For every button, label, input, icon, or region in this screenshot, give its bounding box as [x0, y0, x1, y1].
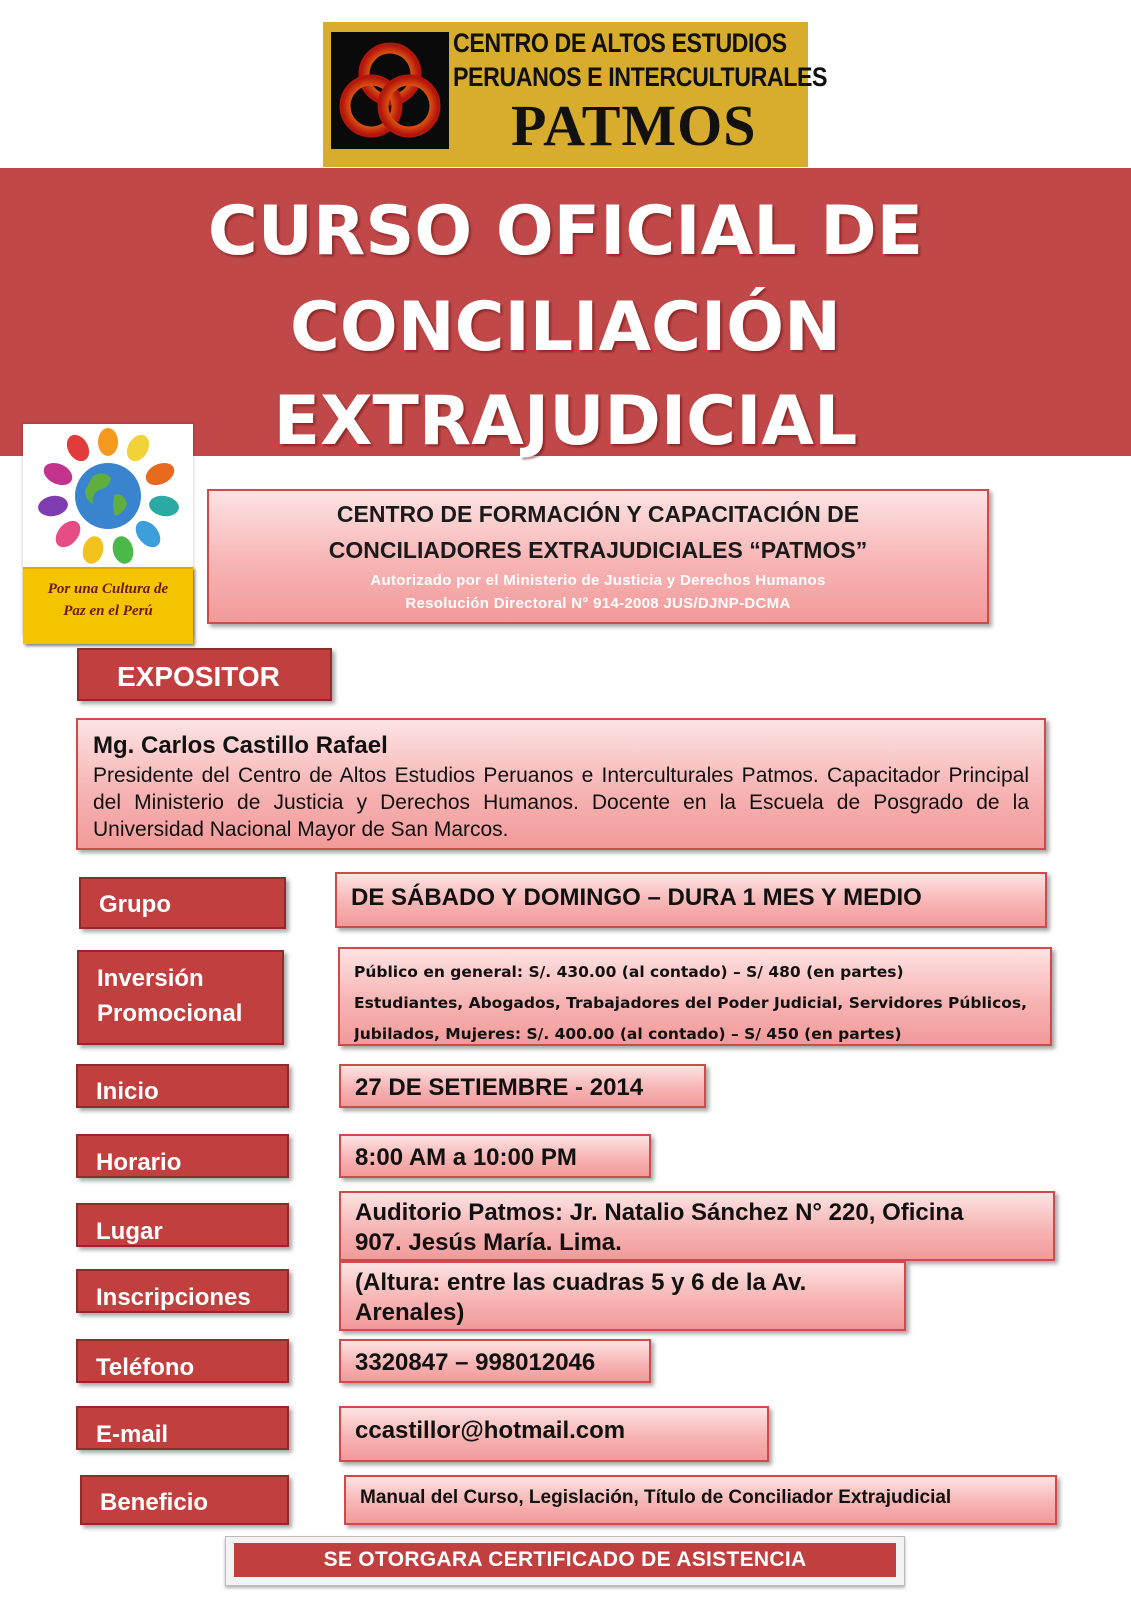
inscripciones-label-text: Inscripciones [96, 1284, 251, 1311]
triquetra-logo-icon [331, 32, 449, 149]
grupo-label-text: Grupo [99, 891, 171, 918]
peace-caption-line1: Por una Cultura de [47, 581, 169, 597]
lugar-value-line2: 907. Jesús María. Lima. [355, 1229, 622, 1256]
logo-text-patmos: PATMOS [511, 93, 757, 158]
inscripciones-label [76, 1269, 289, 1313]
inversion-label-line1: Inversión [97, 965, 204, 992]
peace-culture-logo [23, 424, 193, 636]
horario-value-box [339, 1134, 651, 1178]
title-banner [0, 168, 1131, 461]
banner-title-line2: CONCILIACIÓN [289, 288, 841, 367]
inversion-label [77, 950, 284, 1045]
telefono-value-box [339, 1339, 651, 1383]
grupo-value: DE SÁBADO Y DOMINGO – DURA 1 MES Y MEDIO [351, 884, 922, 911]
inversion-price-general: Público en general: S/. 430.00 (al contado) – S/ 480 (en partes) [354, 963, 904, 981]
telefono-label [76, 1339, 289, 1383]
horario-value: 8:00 AM a 10:00 PM [355, 1144, 577, 1171]
beneficio-value: Manual del Curso, Legislación, Título de Conciliador Extrajudicial [360, 1487, 952, 1508]
email-value-box[interactable] [339, 1406, 769, 1462]
beneficio-label-text: Beneficio [100, 1489, 209, 1516]
inicio-label [76, 1064, 289, 1108]
email-value[interactable]: ccastillor@hotmail.com [355, 1417, 626, 1444]
logo-text-line2: PERUANOS E INTERCULTURALES [453, 62, 828, 92]
inicio-value-box [339, 1064, 706, 1108]
email-label [76, 1406, 289, 1450]
banner-title-line1: CURSO OFICIAL DE [207, 192, 924, 271]
beneficio-value-box [344, 1475, 1057, 1525]
peace-caption-line2: Paz en el Perú [63, 603, 153, 619]
patmos-logo [323, 22, 828, 167]
email-label-text: E-mail [96, 1421, 169, 1448]
certificate-banner [225, 1536, 905, 1586]
banner-title-line3: EXTRAJUDICIAL [273, 382, 858, 461]
inicio-label-text: Inicio [96, 1078, 159, 1105]
training-center-box [207, 489, 989, 624]
telefono-label-text: Teléfono [96, 1354, 195, 1381]
inversion-label-line2: Promocional [97, 1000, 243, 1027]
grupo-value-box [335, 872, 1047, 928]
expositor-label [77, 648, 332, 701]
expositor-description: Presidente del Centro de Altos Estudios Peruanos e Interculturales Patmos. Capacitador Principal del Ministerio de Justicia y Derechos Humanos. Docente en la Escuela de Posgrado de la Universidad Nacional Mayor de San Marcos. [93, 764, 1029, 841]
logo-text-line1: CENTRO DE ALTOS ESTUDIOS [453, 28, 787, 58]
lugar-value-box [339, 1191, 1055, 1261]
beneficio-label [80, 1475, 289, 1525]
expositor-label-text: EXPOSITOR [117, 661, 280, 692]
lugar-label [76, 1203, 289, 1247]
lugar-label-text: Lugar [96, 1218, 163, 1245]
inicio-value: 27 DE SETIEMBRE - 2014 [355, 1074, 644, 1101]
center-resolution-text: Resolución Directoral N° 914-2008 JUS/DJNP-DCMA [405, 595, 791, 612]
inversion-price-discount: Estudiantes, Abogados, Trabajadores del Poder Judicial, Servidores Públicos, Jubilados, Mujeres: S/. 400.00 (al contado) – S/ 450 (en partes) [354, 994, 1028, 1043]
inscripciones-value-line2: Arenales) [355, 1299, 465, 1326]
telefono-value: 3320847 – 998012046 [355, 1349, 596, 1376]
inversion-value [354, 957, 1040, 1047]
horario-label-text: Horario [96, 1149, 182, 1176]
center-title-line1: CENTRO DE FORMACIÓN Y CAPACITACIÓN DE [336, 501, 860, 527]
peace-logo-caption [23, 567, 193, 644]
globe-hands-icon [23, 424, 193, 567]
expositor-box [76, 718, 1046, 850]
inversion-value-box [338, 947, 1052, 1046]
grupo-label [79, 877, 286, 929]
inscripciones-value-box [339, 1261, 906, 1331]
inscripciones-value-line1: (Altura: entre las cuadras 5 y 6 de la Av. [355, 1269, 807, 1296]
center-title-line2: CONCILIADORES EXTRAJUDICIALES “PATMOS” [328, 537, 868, 563]
horario-label [76, 1134, 289, 1178]
center-authorization-text: Autorizado por el Ministerio de Justicia y Derechos Humanos [370, 572, 826, 589]
lugar-value-line1: Auditorio Patmos: Jr. Natalio Sánchez N° 220, Oficina [355, 1199, 964, 1226]
expositor-name: Mg. Carlos Castillo Rafael [93, 732, 388, 759]
certificate-text: SE OTORGARA CERTIFICADO DE ASISTENCIA [234, 1543, 896, 1577]
